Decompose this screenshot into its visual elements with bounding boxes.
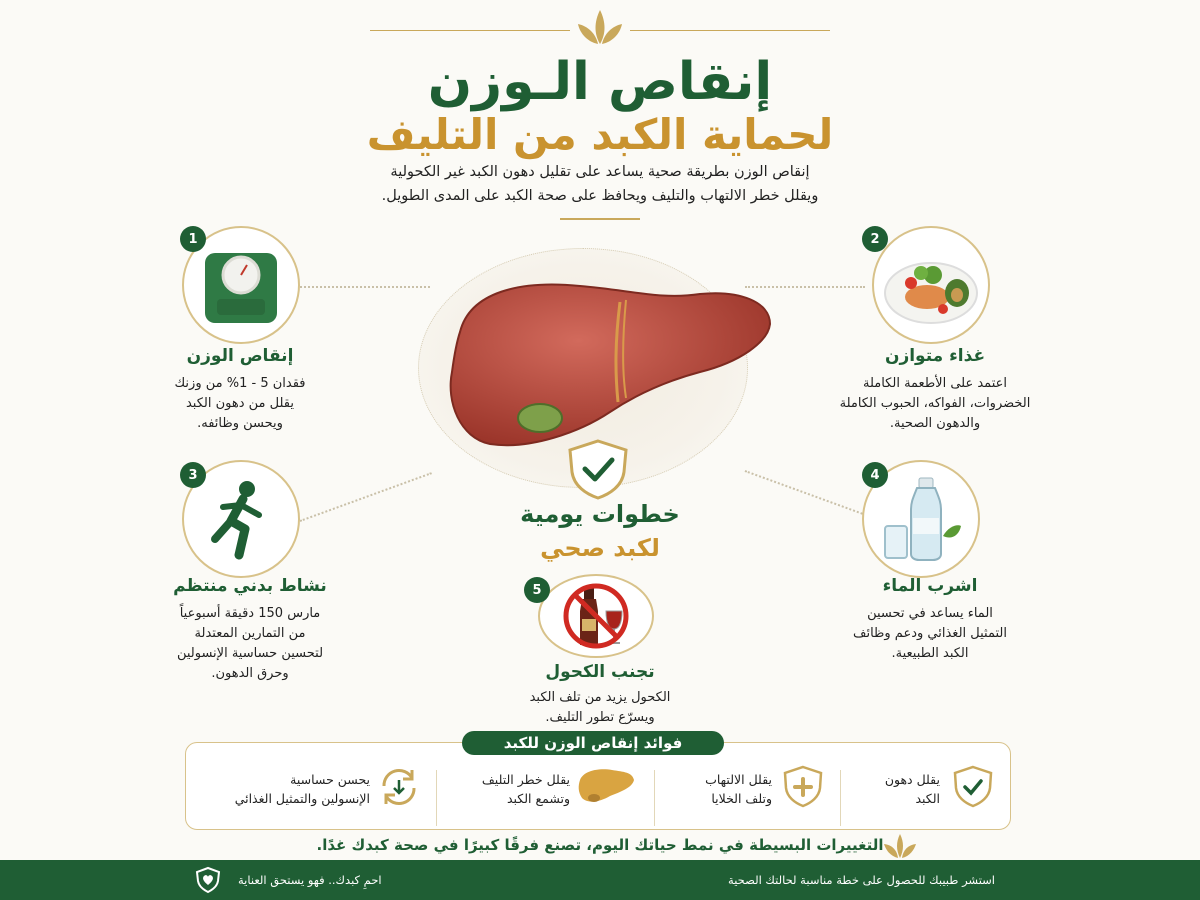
step-1-line: فقدان 5 - 1% من وزنك (174, 376, 306, 391)
step-1-text (140, 374, 340, 434)
benefit-4-text (196, 770, 370, 808)
benefit-line: وتشمع الكبد (506, 791, 570, 806)
header-line-right (370, 30, 570, 31)
step-3-badge: 3 (180, 462, 206, 488)
step-3-line: وحرق الدهون. (211, 666, 289, 681)
benefit-separator (840, 770, 841, 826)
leaf-logo-icon (572, 6, 628, 46)
connector-4 (745, 470, 863, 515)
runner-icon (201, 477, 281, 561)
step-2-line: الخضروات، الفواكه، الحبوب الكاملة (839, 396, 1031, 411)
scale-icon (199, 243, 283, 327)
step-3-text (140, 604, 360, 684)
page-subtitle: لحماية الكبد من التليف (366, 110, 834, 159)
water-bottle-icon (879, 474, 963, 564)
liver-illustration-icon (440, 272, 780, 452)
shield-plus-icon (780, 764, 826, 810)
benefit-line: يحسن حساسية (290, 772, 370, 787)
step-2-line: والدهون الصحية. (889, 416, 981, 431)
step-4-line: التمثيل الغذائي ودعم وظائف (853, 626, 1007, 641)
benefit-line: يقلل خطر التليف (481, 772, 570, 787)
footer-right-text: استشر طبيبك للحصول على خطة مناسبة لحالتك الصحية (728, 873, 995, 887)
leaf-small-icon (880, 830, 920, 860)
intro-divider (560, 218, 640, 220)
footer-bar (0, 860, 1200, 900)
step-3-title: نشاط بدني منتظم (173, 576, 327, 596)
step-5-title: تجنب الكحول (545, 662, 655, 682)
step-1-title: إنقاص الوزن (186, 346, 294, 366)
benefit-separator (654, 770, 655, 826)
step-1-badge: 1 (180, 226, 206, 252)
step-4-line: الكبد الطبيعية. (891, 646, 969, 661)
shield-heart-icon (194, 866, 222, 894)
step-1-line: ويحسن وظائفه. (197, 416, 283, 431)
benefits-title: فوائد إنقاص الوزن للكبد (462, 731, 724, 755)
step-2-line: اعتمد على الأطعمة الكاملة (862, 376, 1007, 391)
benefit-line: وتلف الخلايا (711, 791, 772, 806)
connector-1 (300, 286, 430, 288)
step-4-text (815, 604, 1045, 664)
step-3-line: لتحسين حساسية الإنسولين (176, 646, 324, 661)
step-2-circle (872, 226, 990, 344)
benefit-2-text (680, 770, 772, 808)
center-title-1: خطوات يومية (520, 500, 680, 528)
benefit-separator (436, 770, 437, 826)
tagline: التغييرات البسيطة في نمط حياتك اليوم، تصنع فرقًا كبيرًا في صحة كبدك غدًا. (316, 836, 884, 854)
benefit-line: الإنسولين والتمثيل الغذائي (234, 791, 370, 806)
step-4-line: الماء يساعد في تحسين (867, 606, 993, 621)
shield-check-icon (950, 764, 996, 810)
page-title: إنقاص الـوزن (427, 52, 773, 112)
center-title-2: لكبد صحي (540, 534, 660, 562)
step-3-line: مارس 150 دقيقة أسبوعياً (179, 606, 321, 621)
step-5-circle (538, 574, 654, 658)
benefit-line: يقلل دهون (884, 772, 940, 787)
step-1-line: يقلل من دهون الكبد (185, 396, 294, 411)
shield-check-center-icon (562, 438, 634, 500)
footer-left-text: احمِ كبدك.. فهو يستحق العناية (238, 873, 382, 887)
step-2-title: غذاء متوازن (884, 346, 986, 366)
cycle-arrows-icon (376, 764, 422, 810)
liver-icon (576, 766, 636, 806)
step-3-line: من التمارين المعتدلة (194, 626, 306, 641)
step-5-line: الكحول يزيد من تلف الكبد (529, 690, 671, 705)
benefit-1-text (860, 770, 940, 808)
connector-3 (300, 472, 432, 522)
header-line-left (630, 30, 830, 31)
step-4-badge: 4 (862, 462, 888, 488)
benefit-line: يقلل الالتهاب (705, 772, 772, 787)
no-alcohol-icon (556, 581, 636, 651)
intro-text (300, 160, 900, 208)
healthy-plate-icon (881, 243, 981, 327)
step-2-text (820, 374, 1050, 434)
intro-line-1: إنقاص الوزن بطريقة صحية يساعد على تقليل دهون الكبد غير الكحولية (390, 164, 810, 180)
step-5-text (480, 688, 720, 728)
benefit-3-text (460, 770, 570, 808)
step-5-line: ويسرّع تطور التليف. (545, 710, 655, 725)
step-5-badge: 5 (524, 577, 550, 603)
benefit-line: الكبد (915, 791, 940, 806)
step-2-badge: 2 (862, 226, 888, 252)
step-4-title: اشرب الماء (882, 576, 978, 596)
intro-line-2: ويقلل خطر الالتهاب والتليف ويحافظ على صحة الكبد على المدى الطويل. (381, 188, 819, 204)
